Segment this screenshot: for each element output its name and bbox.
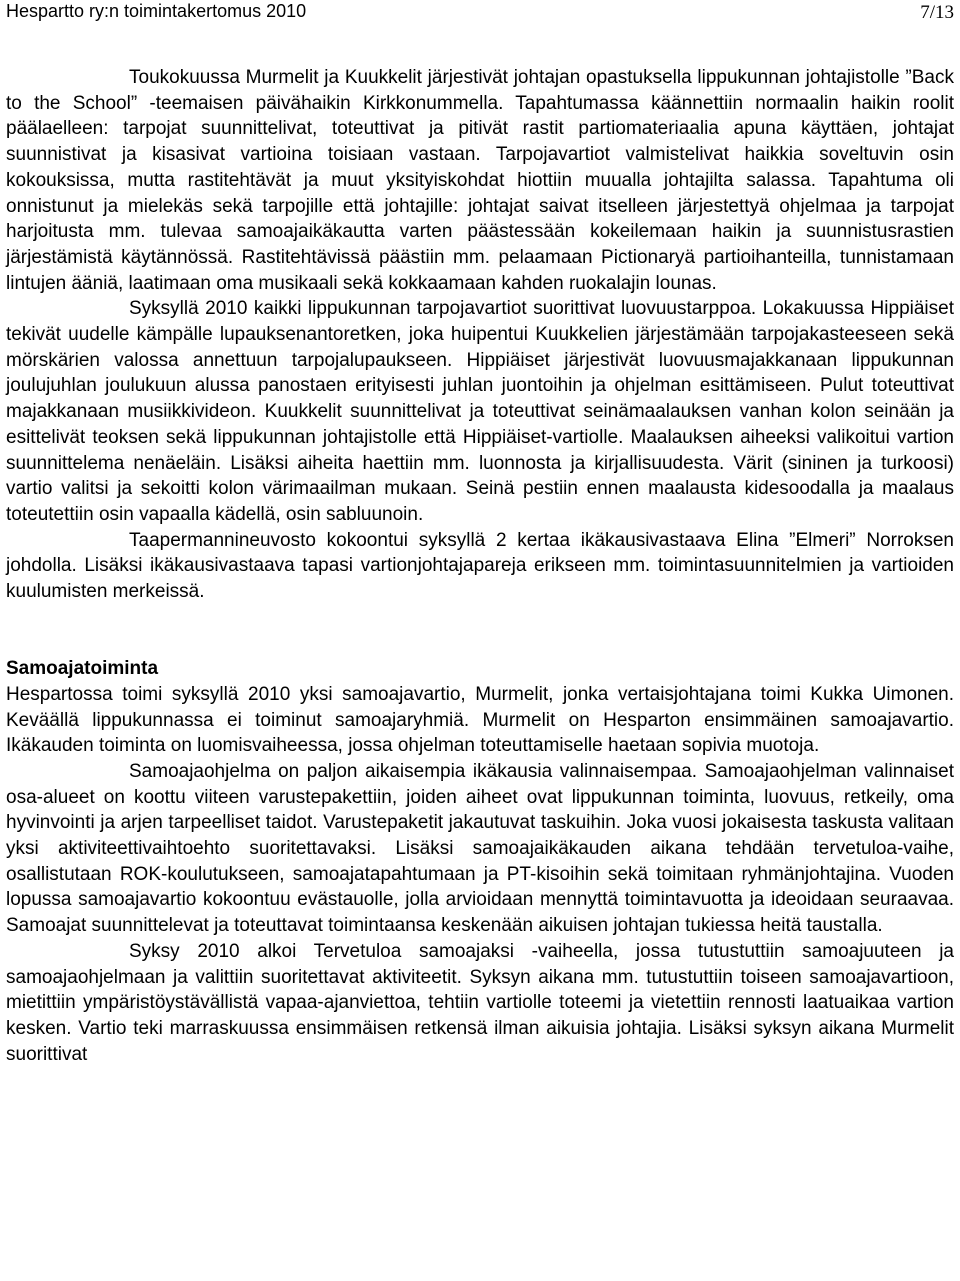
paragraph: Syksyllä 2010 kaikki lippukunnan tarpojavartiot suorittivat luovuustarppoa. Lokakuussa Hippiäiset tekivät uudelle kämpälle lupauksenantoretken, joka huipentui Kuukkelien järjestämään tarpojakasteeseen sekä mörskärien valossa annettuun tarpojalupaukseen. Hippiäiset järjestivät luovuusmajakkanaan lippukunnan joulujuhlan joulukuun alussa panostaen erityisesti juhlan juontoihin ja ohjelman esittämiseen. Pulut toteuttivat majakkanaan musiikkivideon. Kuukkelit suunnittelivat ja toteuttivat seinämaalauksen vanhan kolon seinään ja esittelivät teoksen sekä lippukunnan johtajistolle että Hippiäiset-vartiolle. Maalauksen aiheeksi valikoitui vartion suunnittelema nenäeläin. Lisäksi aiheita haettiin mm. luonnosta ja kirjallisuudesta. Värit (sininen ja turkoosi) vartio valitsi ja sekoitti kolon värimaailman mukaan. Seinä pestiin ennen maalausta kidesoodalla ja maalaus toteutettiin osin vapaalla kädellä, osin sabluunoin. [6, 298, 954, 525]
document-body [6, 65, 954, 1067]
paragraph: Samoajaohjelma on paljon aikaisempia ikäkausia valinnaisempaa. Samoajaohjelman valinnaiset osa-alueet on koottu viiteen varustepakettiin, joiden aiheet ovat lippukunnan toiminta, luovuus, retkeily, oma hyvinvointi ja arjen tarpeelliset taidot. Varustepaketit jakautuvat taskuihin. Joka vuosi jokaisesta taskusta valitaan yksi aktiviteettivaihtoehto suoritettavaksi. Lisäksi samoajaikäkauden aikana tehdään tervetuloa-vaihe, osallistutaan ROK-koulutukseen, samoajatapahtumaan ja PT-kisoihin sekä toimitaan ryhmänjohtajina. Vuoden lopussa samoajavartio kokoontuu evästauolle, jolla arvioidaan mennyttä toimintavuotta ja ideoidaan seuraavaa. Samoajat suunnittelevat ja toteuttavat toimintaansa keskenään aikuisen johtajan tukiessa heitä taustalla. [6, 760, 954, 937]
paragraph: Taapermannineuvosto kokoontui syksyllä 2 kertaa ikäkausivastaava Elina ”Elmeri” Norroksen johdolla. Lisäksi ikäkausivastaava tapasi vartionjohtajapareja erikseen mm. toimintasuunnitelmien ja vartioiden kuulumisten merkeissä. [6, 529, 954, 603]
paragraph: Syksy 2010 alkoi Tervetuloa samoajaksi -vaiheella, jossa tutustuttiin samoajuuteen ja samoajaohjelmaan ja valittiin suoritettavat aktiviteetit. Syksyn aikana mm. tutustuttiin toiseen samoajavartioon, mietittiin ympäristöystävällistä vapaa-ajanviettoa, tehtiin vartiolle toteemi ja vietettiin rennosti laatuaikaa vartion kesken. Vartio teki marraskuussa ensimmäisen retkensä ilman aikuisia johtajia. Lisäksi syksyn aikana Murmelit suorittivat [6, 940, 954, 1065]
document-title: Hespartto ry:n toimintakertomus 2010 [6, 1, 307, 21]
page-number: 7/13 [920, 2, 954, 23]
paragraph: Hespartossa toimi syksyllä 2010 yksi samoajavartio, Murmelit, jonka vertaisjohtajana toimi Kukka Uimonen. Keväällä lippukunnassa ei toiminut samoajaryhmiä. Murmelit on Hesparton ensimmäinen samoajavartio. Ikäkauden toiminta on luomisvaiheessa, jossa ohjelman toteuttamiselle haetaan sopivia muotoja. [6, 683, 954, 757]
section-heading: Samoajatoiminta [6, 658, 159, 680]
paragraph: Toukokuussa Murmelit ja Kuukkelit järjestivät johtajan opastuksella lippukunnan johtajistolle ”Back to the School” -teemaisen päivähaikin Kirkkonummella. Tapahtumassa käännettiin normaalin haikin roolit päälaelleen: tarpojat suunnittelivat, toteuttivat ja pitivät rastit partiomateriaalia apuna käyttäen, johtajat suunnistivat ja kisasivat vartioina toisiaan vastaan. Tarpojavartiot valmistelivat haikkia soveltuvin osin kokouksissa, mutta rastitehtävät ja muut yksityiskohdat hiottiin muualla johtajilta salassa. Tapahtuma oli onnistunut ja mielekäs sekä tarpojille että johtajille: johtajat saivat itselleen järjestettyä ohjelmaa ja tarpojat harjoitusta mm. tulevaa samoajaikäkautta varten päästessään kokeilemaan haikin ja suunnistusrastien järjestämistä käytännössä. Rastitehtävissä päästiin mm. pelaamaan Pictionaryä partioihanteilla, tunnistamaan lintujen ääniä, laatimaan oma musikaali sekä kokkaamaan kahden ruokalajin lounas. [6, 67, 954, 294]
page-header [6, 0, 954, 30]
